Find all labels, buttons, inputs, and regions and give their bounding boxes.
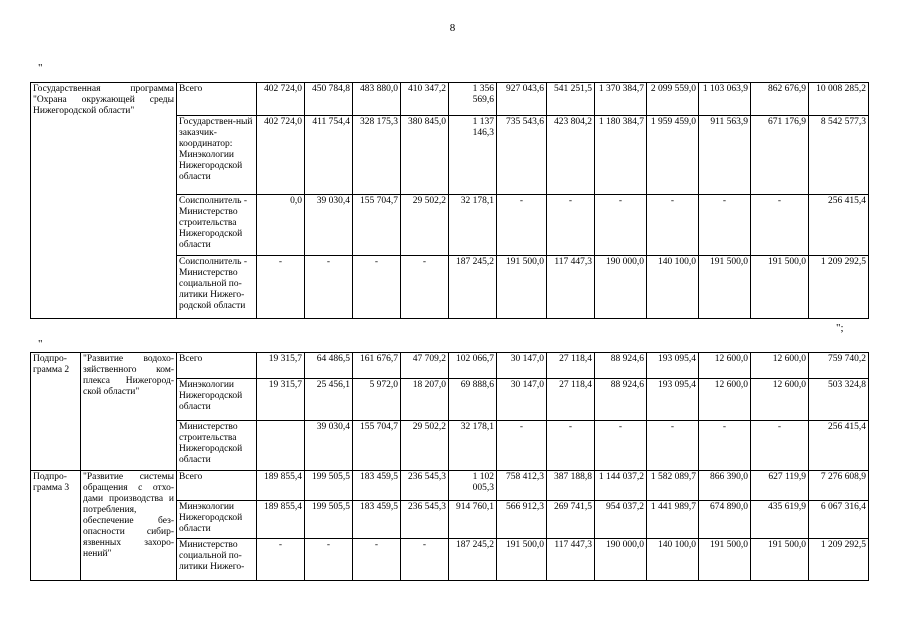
value-cell: 387 188,8 (547, 471, 595, 501)
subprogram-code-cell: Подпро-грамма 2 (31, 353, 81, 471)
value-cell: 193 095,4 (647, 379, 699, 421)
value-cell: 402 724,0 (257, 116, 305, 195)
value-cell: 12 600,0 (699, 353, 751, 379)
value-cell: 155 704,7 (353, 195, 401, 256)
value-cell: - (497, 421, 547, 471)
value-cell: 450 784,8 (305, 83, 353, 116)
value-cell: 256 415,4 (809, 421, 869, 471)
value-cell: 64 486,5 (305, 353, 353, 379)
row-label-cell: Министерство социальной по-литики Нижего- (177, 539, 257, 581)
row-label-cell: Министерство строительства Нижегородской области (177, 421, 257, 471)
value-cell: 671 176,9 (751, 116, 809, 195)
value-cell: 236 545,3 (401, 471, 449, 501)
value-cell: 191 500,0 (751, 256, 809, 319)
page-number: 8 (449, 22, 456, 34)
value-cell: 410 347,2 (401, 83, 449, 116)
value-cell: 88 924,6 (595, 353, 647, 379)
value-cell: 2 099 559,0 (647, 83, 699, 116)
value-cell: 30 147,0 (497, 353, 547, 379)
value-cell: 1 102 005,3 (449, 471, 497, 501)
value-cell: - (353, 539, 401, 581)
value-cell: 191 500,0 (751, 539, 809, 581)
table-row (31, 83, 869, 116)
subprogram-table (30, 352, 869, 581)
value-cell (257, 421, 305, 471)
value-cell: 7 276 608,9 (809, 471, 869, 501)
value-cell: 183 459,5 (353, 501, 401, 539)
value-cell: 187 245,2 (449, 539, 497, 581)
value-cell: 190 000,0 (595, 256, 647, 319)
value-cell: 39 030,4 (305, 421, 353, 471)
value-cell: 566 912,3 (497, 501, 547, 539)
value-cell: 1 209 292,5 (809, 256, 869, 319)
value-cell: 12 600,0 (751, 379, 809, 421)
value-cell: 140 100,0 (647, 256, 699, 319)
value-cell: - (497, 195, 547, 256)
value-cell: 5 972,0 (353, 379, 401, 421)
value-cell: 236 545,3 (401, 501, 449, 539)
value-cell: 39 030,4 (305, 195, 353, 256)
value-cell: 12 600,0 (751, 353, 809, 379)
value-cell: 102 066,7 (449, 353, 497, 379)
value-cell: 32 178,1 (449, 195, 497, 256)
value-cell: 1 959 459,0 (647, 116, 699, 195)
value-cell: 193 095,4 (647, 353, 699, 379)
row-label-cell: Всего (177, 83, 257, 116)
value-cell: 411 754,4 (305, 116, 353, 195)
value-cell: 199 505,5 (305, 501, 353, 539)
value-cell: - (699, 195, 751, 256)
value-cell: 1 582 089,7 (647, 471, 699, 501)
value-cell: 25 456,1 (305, 379, 353, 421)
value-cell: 47 709,2 (401, 353, 449, 379)
value-cell: 1 209 292,5 (809, 539, 869, 581)
value-cell: 191 500,0 (699, 539, 751, 581)
opening-quote: " (38, 62, 43, 74)
value-cell: 189 855,4 (257, 501, 305, 539)
value-cell: 10 008 285,2 (809, 83, 869, 116)
value-cell: 1 103 063,9 (699, 83, 751, 116)
value-cell: 190 000,0 (595, 539, 647, 581)
value-cell: - (595, 421, 647, 471)
value-cell: 155 704,7 (353, 421, 401, 471)
value-cell: 30 147,0 (497, 379, 547, 421)
value-cell: - (647, 195, 699, 256)
value-cell: 161 676,7 (353, 353, 401, 379)
value-cell: 191 500,0 (699, 256, 751, 319)
value-cell: 117 447,3 (547, 539, 595, 581)
value-cell: 27 118,4 (547, 379, 595, 421)
row-label-cell: Всего (177, 471, 257, 501)
value-cell: - (699, 421, 751, 471)
row-label-cell: Соисполнитель - Министерство строительства Нижегородской области (177, 195, 257, 256)
value-cell: 758 412,3 (497, 471, 547, 501)
value-cell: 911 563,9 (699, 116, 751, 195)
value-cell: 191 500,0 (497, 256, 547, 319)
value-cell: 0,0 (257, 195, 305, 256)
value-cell: 187 245,2 (449, 256, 497, 319)
subprogram-name-cell: "Развитие системы обращения с отхо-дами производства и потребления, обеспечение без-опасности сибир-язвенных захоро-нений" (81, 471, 177, 581)
value-cell: 866 390,0 (699, 471, 751, 501)
value-cell: - (401, 539, 449, 581)
value-cell: - (257, 256, 305, 319)
value-cell: 6 067 316,4 (809, 501, 869, 539)
value-cell: - (257, 539, 305, 581)
value-cell: 914 760,1 (449, 501, 497, 539)
value-cell: 674 890,0 (699, 501, 751, 539)
value-cell: 1 180 384,7 (595, 116, 647, 195)
opening-quote-2: " (38, 338, 43, 350)
value-cell: 191 500,0 (497, 539, 547, 581)
value-cell: 29 502,2 (401, 421, 449, 471)
row-label-cell: Минэкологии Нижегородской области (177, 379, 257, 421)
value-cell: 927 043,6 (497, 83, 547, 116)
value-cell: 735 543,6 (497, 116, 547, 195)
value-cell: 88 924,6 (595, 379, 647, 421)
value-cell: - (305, 256, 353, 319)
value-cell: 954 037,2 (595, 501, 647, 539)
value-cell: 627 119,9 (751, 471, 809, 501)
value-cell: 117 447,3 (547, 256, 595, 319)
value-cell: 328 175,3 (353, 116, 401, 195)
value-cell: 8 542 577,3 (809, 116, 869, 195)
value-cell: 862 676,9 (751, 83, 809, 116)
value-cell: 183 459,5 (353, 471, 401, 501)
value-cell: 69 888,6 (449, 379, 497, 421)
value-cell: - (595, 195, 647, 256)
value-cell: 380 845,0 (401, 116, 449, 195)
value-cell: 19 315,7 (257, 379, 305, 421)
value-cell: - (647, 421, 699, 471)
value-cell: 140 100,0 (647, 539, 699, 581)
value-cell: 423 804,2 (547, 116, 595, 195)
value-cell: 269 741,5 (547, 501, 595, 539)
value-cell: 189 855,4 (257, 471, 305, 501)
closing-quote: "; (836, 322, 844, 334)
table-row (31, 353, 869, 379)
value-cell: 759 740,2 (809, 353, 869, 379)
value-cell: - (751, 195, 809, 256)
value-cell: 435 619,9 (751, 501, 809, 539)
value-cell: - (353, 256, 401, 319)
subprogram-name-cell: "Развитие водохо-зяйственного ком-плекса Нижегород-ской области" (81, 353, 177, 471)
value-cell: 402 724,0 (257, 83, 305, 116)
value-cell: - (547, 421, 595, 471)
value-cell: 29 502,2 (401, 195, 449, 256)
subprogram-code-cell: Подпро-грамма 3 (31, 471, 81, 581)
row-label-cell: Государствен-ный заказчик-координатор: Минэкологии Нижегородской области (177, 116, 257, 195)
value-cell: 32 178,1 (449, 421, 497, 471)
value-cell: - (751, 421, 809, 471)
value-cell: 1 356 569,6 (449, 83, 497, 116)
table-row (31, 471, 869, 501)
value-cell: 19 315,7 (257, 353, 305, 379)
value-cell: 1 441 989,7 (647, 501, 699, 539)
value-cell: 1 144 037,2 (595, 471, 647, 501)
program-name-cell: Государственная программа "Охрана окружающей среды Нижегородской области" (31, 83, 177, 319)
row-label-cell: Минэкологии Нижегородской области (177, 501, 257, 539)
value-cell: 1 370 384,7 (595, 83, 647, 116)
row-label-cell: Соисполнитель - Министерство социальной по-литики Нижего-родской области (177, 256, 257, 319)
value-cell: 541 251,5 (547, 83, 595, 116)
value-cell: 199 505,5 (305, 471, 353, 501)
value-cell: - (305, 539, 353, 581)
value-cell: 483 880,0 (353, 83, 401, 116)
value-cell: 27 118,4 (547, 353, 595, 379)
program-table (30, 82, 869, 319)
value-cell: - (547, 195, 595, 256)
value-cell: - (401, 256, 449, 319)
value-cell: 18 207,0 (401, 379, 449, 421)
row-label-cell: Всего (177, 353, 257, 379)
value-cell: 503 324,8 (809, 379, 869, 421)
value-cell: 1 137 146,3 (449, 116, 497, 195)
value-cell: 12 600,0 (699, 379, 751, 421)
value-cell: 256 415,4 (809, 195, 869, 256)
